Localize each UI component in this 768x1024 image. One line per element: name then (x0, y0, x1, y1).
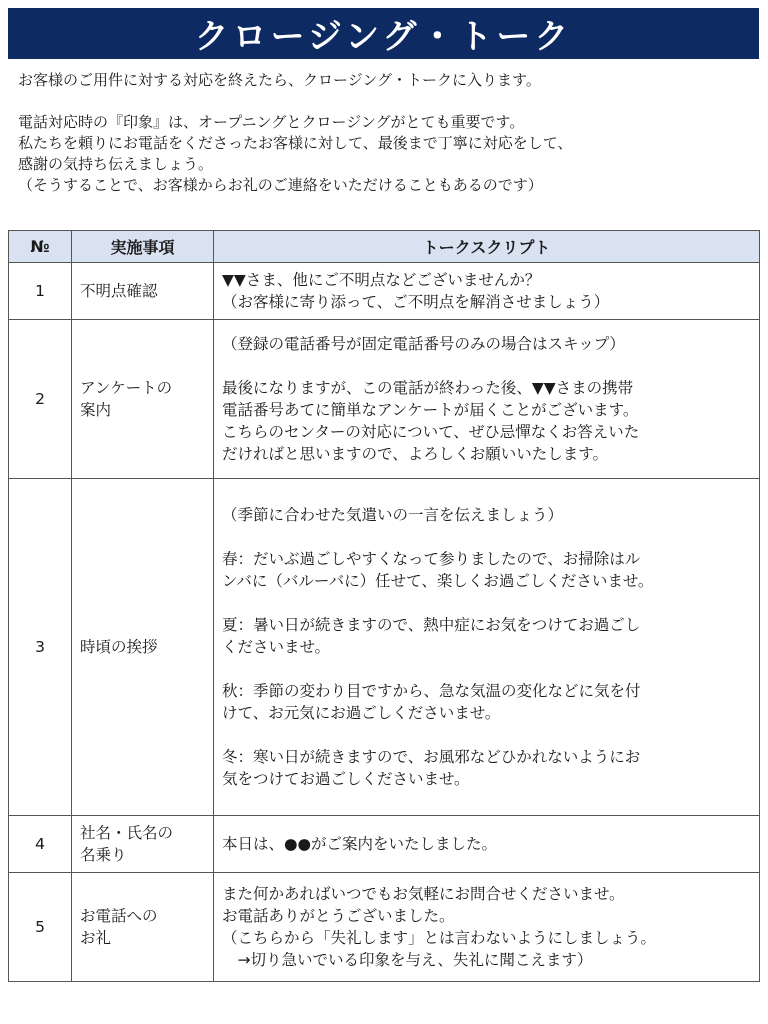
script-line: ▼▼さま、他にご不明点などございませんか？ (222, 271, 541, 289)
item-line: お礼 (80, 929, 112, 947)
table-row (9, 873, 760, 982)
row-item (72, 320, 214, 479)
row-script (214, 263, 760, 320)
row-script (214, 816, 760, 873)
intro-line: 私たちを頼りにお電話をくださったお客様に対して、最後まで丁寧に対応をして、 (18, 134, 573, 152)
script-line: ンバに（バルーバに）任せて、楽しくお過ごしくださいませ。 (222, 572, 654, 590)
page-title: クロージング・トーク (194, 17, 573, 57)
script-line: →切り急いでいる印象を与え、失礼に聞こえます） (222, 951, 593, 969)
intro-line: 電話対応時の『印象』は、オープニングとクロージングがとても重要です。 (18, 113, 525, 131)
item-line: お電話への (80, 907, 158, 925)
script-line: （こちらから「失礼します」とは言わないようにしましょう。 (222, 929, 657, 947)
title-bar (8, 8, 759, 59)
table-row (9, 816, 760, 873)
row-script (214, 479, 760, 816)
script-line: 春：だいぶ過ごしやすくなって参りましたので、お掃除はル (222, 550, 641, 568)
header-item: 実施事項 (72, 231, 214, 263)
script-line: 気をつけてお過ごしくださいませ。 (222, 770, 470, 788)
script-line: 最後になりますが、この電話が終わった後、▼▼さまの携帯 (222, 379, 634, 397)
row-number: 2 (9, 320, 72, 479)
table-header-row (9, 231, 760, 263)
script-line: 秋：季節の変わり目ですから、急な気温の変化などに気を付 (222, 682, 641, 700)
row-item (72, 816, 214, 873)
row-item (72, 263, 214, 320)
script-line: こちらのセンターの対応について、ぜひ忌憚なくお答えいた (222, 423, 640, 441)
row-script (214, 320, 760, 479)
row-number: 4 (9, 816, 72, 873)
item-line: 時頃の挨拶 (80, 638, 158, 656)
row-number: 1 (9, 263, 72, 320)
script-line: また何かあればいつでもお気軽にお問合せくださいませ。 (222, 885, 625, 903)
header-no: № (9, 231, 72, 263)
item-line: 名乗り (80, 846, 127, 864)
script-line: （お客様に寄り添って、ご不明点を解消させましょう） (222, 293, 610, 311)
item-line: 案内 (80, 401, 112, 419)
row-script (214, 873, 760, 982)
talk-script-table (8, 230, 760, 982)
script-line: けて、お元気にお過ごしくださいませ。 (222, 704, 501, 722)
intro-line: お客様のご用件に対する対応を終えたら、クロージング・トークに入ります。 (18, 71, 541, 89)
row-number: 3 (9, 479, 72, 816)
header-script: トークスクリプト (214, 231, 760, 263)
row-item (72, 873, 214, 982)
table-row (9, 263, 760, 320)
item-line: 不明点確認 (80, 282, 158, 300)
intro-text (18, 70, 753, 196)
table-row (9, 479, 760, 816)
script-line: （季節に合わせた気遣いの一言を伝えましょう） (222, 506, 564, 524)
intro-line: 感謝の気持ち伝えましょう。 (18, 155, 214, 173)
item-line: 社名・氏名の (80, 824, 174, 842)
script-line: 夏：暑い日が続きますので、熱中症にお気をつけてお過ごし (222, 616, 641, 634)
table-row (9, 320, 760, 479)
script-line: だければと思いますので、よろしくお願いいたします。 (222, 445, 608, 463)
intro-line: （そうすることで、お客様からお礼のご連絡をいただけることもあるのです） (18, 176, 543, 194)
script-line: 冬：寒い日が続きますので、お風邪などひかれないようにお (222, 748, 641, 766)
script-line: （登録の電話番号が固定電話番号のみの場合はスキップ） (222, 335, 625, 353)
script-line: 電話番号あてに簡単なアンケートが届くことがございます。 (222, 401, 639, 419)
script-line: くださいませ。 (222, 638, 331, 656)
row-item (72, 479, 214, 816)
item-line: アンケートの (80, 379, 173, 397)
script-line: お電話ありがとうございました。 (222, 907, 455, 925)
script-line: 本日は、●●がご案内をいたしました。 (222, 835, 498, 853)
row-number: 5 (9, 873, 72, 982)
